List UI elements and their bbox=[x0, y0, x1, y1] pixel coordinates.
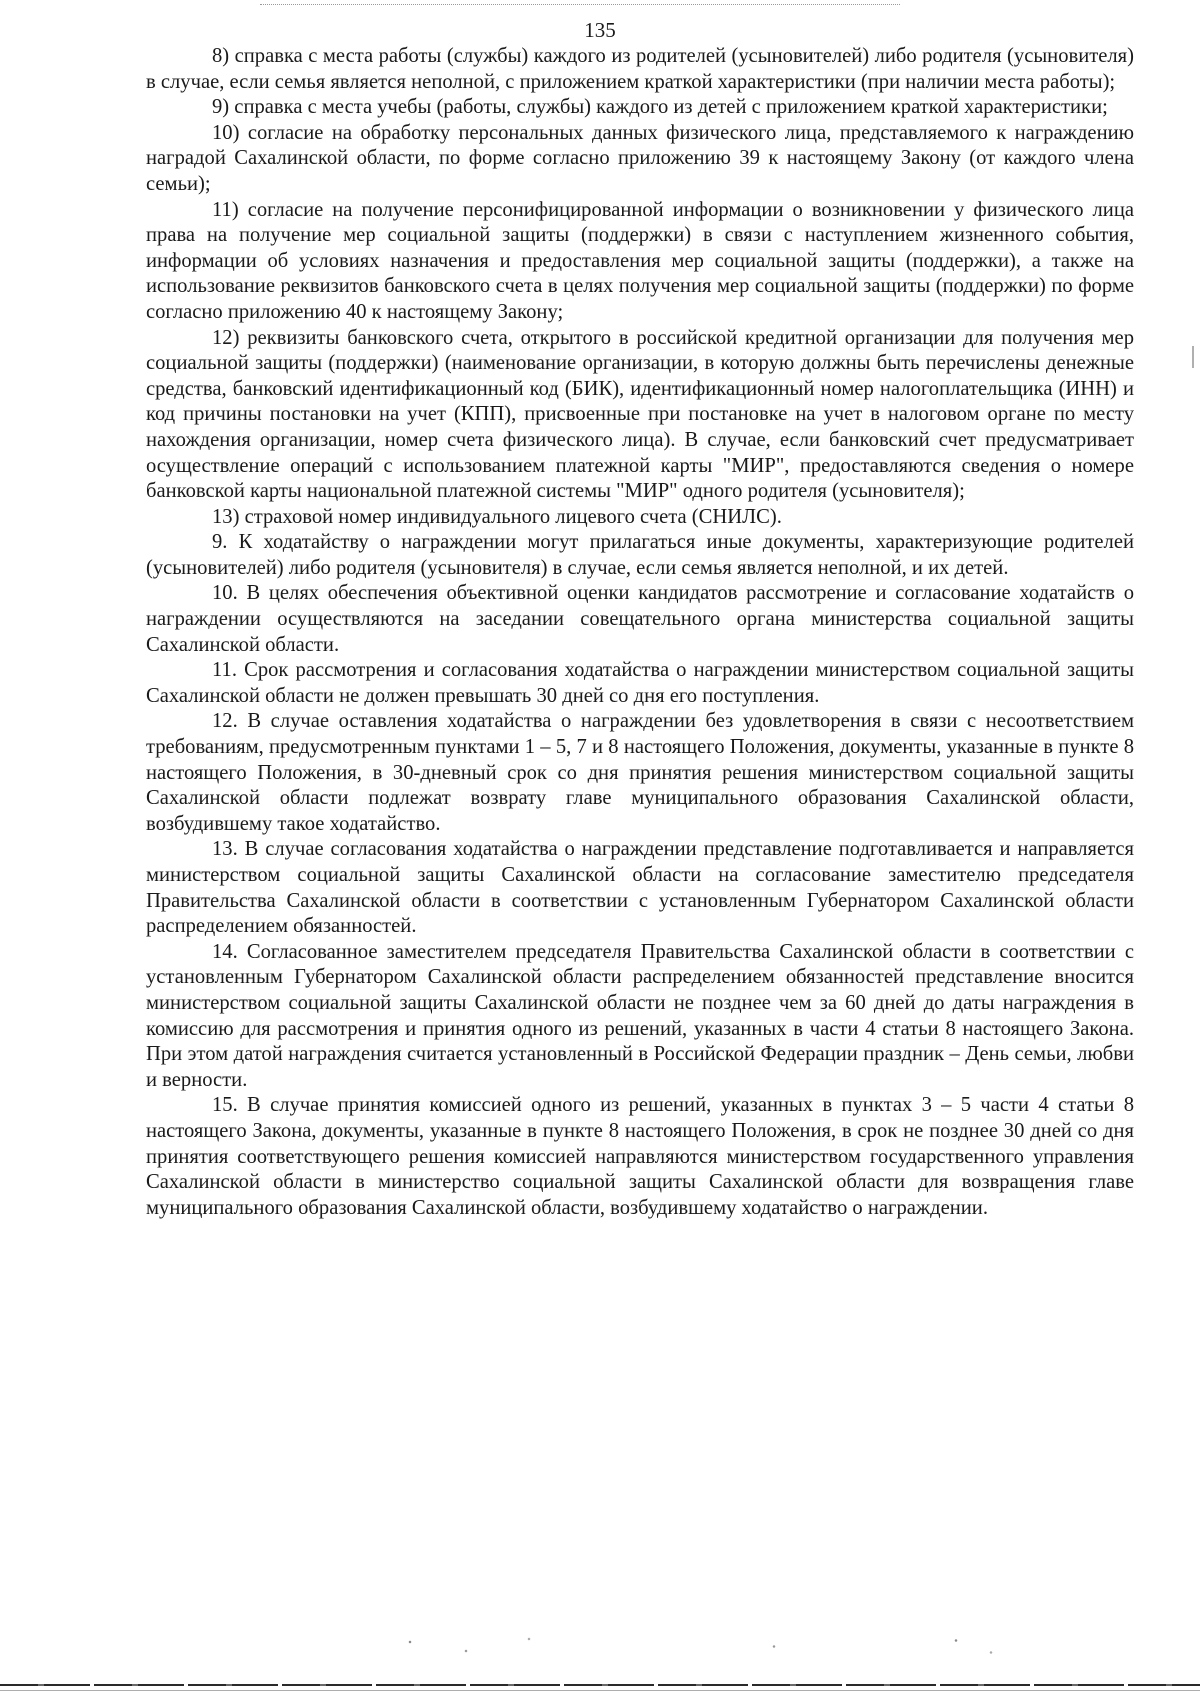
scan-artifact-bottom-thin-line bbox=[0, 1690, 1200, 1691]
scan-artifact-bottom-line bbox=[0, 1684, 1200, 1686]
paragraph-clause-13: 13. В случае согласования ходатайства о награждении представление подготавливается и направляется министерством социальной защиты Сахалинской области на согласование заместителю председателя Правительства Сахалинской области в соответствии с установленным Губернатором Сахалинской области распределением обязанностей. bbox=[146, 838, 1134, 938]
page-number: 135 bbox=[584, 18, 616, 42]
paragraph-clause-9: 9. К ходатайству о награждении могут прилагаться иные документы, характеризующие родителей (усыновителей) либо родителя (усыновителя) в случае, если семья является неполной, и их детей. bbox=[146, 531, 1134, 579]
paragraph-item-13: 13) страховой номер индивидуального лицевого счета (СНИЛС). bbox=[212, 505, 782, 528]
scan-artifact-top bbox=[260, 4, 900, 5]
paragraph-item-8: 8) справка с места работы (службы) каждого из родителей (усыновителей) либо родителя (усыновителя) в случае, если семья является неполной, с приложением краткой характеристики (при наличии места работы); bbox=[146, 45, 1134, 93]
paragraph-item-11: 11) согласие на получение персонифицированной информации о возникновении у физического лица права на получение мер социальной защиты (поддержки) в связи с наступлением жизненного события, информации об условиях назначения и предоставления мер социальной защиты (поддержки), а также на использование реквизитов банковского счета в целях получения мер социальной защиты (поддержки) по форме согласно приложению 40 к настоящему Закону; bbox=[146, 198, 1134, 323]
document-body bbox=[146, 44, 1134, 1221]
paragraph-clause-11: 11. Срок рассмотрения и согласования ходатайства о награждении министерством социальной защиты Сахалинской области не должен превышать 30 дней со дня его поступления. bbox=[146, 659, 1134, 707]
scan-artifact-dots bbox=[340, 1630, 1040, 1660]
paragraph-item-9: 9) справка с места учебы (работы, службы) каждого из детей с приложением краткой характеристики; bbox=[212, 96, 1108, 119]
paragraph-clause-12: 12. В случае оставления ходатайства о награждении без удовлетворения в связи с несоответствием требованиям, предусмотренным пунктами 1 – 5, 7 и 8 настоящего Положения, документы, указанные в пункте 8 настоящего Положения, в 30-дневный срок со дня принятия решения министерством социальной защиты Сахалинской области подлежат возврату главе муниципального образования Сахалинской области, возбудившему такое ходатайство. bbox=[146, 710, 1134, 835]
paragraph-clause-15: 15. В случае принятия комиссией одного из решений, указанных в пунктах 3 – 5 части 4 статьи 8 настоящего Закона, документы, указанные в пункте 8 настоящего Положения, в срок не позднее 30 дней со дня принятия соответствующего решения комиссией направляются министерством государственного управления Сахалинской области в министерство социальной защиты Сахалинской области для возвращения главе муниципального образования Сахалинской области, возбудившему ходатайство о награждении. bbox=[146, 1094, 1134, 1219]
paragraph-item-12: 12) реквизиты банковского счета, открытого в российской кредитной организации для получения мер социальной защиты (поддержки) (наименование организации, в которую должны быть перечислены денежные средства, банковский идентификационный код (БИК), идентификационный номер налогоплательщика (ИНН) и код причины постановки на учет (КПП), присвоенные при постановке на учет в налоговом органе по месту нахождения организации, номер счета физического лица). В случае, если банковский счет предусматривает осуществление операций с использованием платежной карты "МИР", предоставляются сведения о номере банковской карты национальной платежной системы "МИР" одного родителя (усыновителя); bbox=[146, 326, 1134, 503]
paragraph-item-10: 10) согласие на обработку персональных данных физического лица, представляемого к награждению наградой Сахалинской области, по форме согласно приложению 39 к настоящему Закону (от каждого члена семьи); bbox=[146, 121, 1134, 195]
paragraph-clause-10: 10. В целях обеспечения объективной оценки кандидатов рассмотрение и согласование ходатайств о награждении осуществляются на заседании совещательного органа министерства социальной защиты Сахалинской области. bbox=[146, 582, 1134, 656]
paragraph-clause-14: 14. Согласованное заместителем председателя Правительства Сахалинской области в соответствии с установленным Губернатором Сахалинской области распределением обязанностей представление вносится министерством социальной защиты Сахалинской области не позднее чем за 60 дней до даты награждения в комиссию для рассмотрения и принятия одного из решений, указанных в части 4 статьи 8 настоящего Закона. При этом датой награждения считается установленный в Российской Федерации праздник – День семьи, любви и верности. bbox=[146, 940, 1134, 1091]
scan-artifact-margin bbox=[1192, 346, 1194, 368]
